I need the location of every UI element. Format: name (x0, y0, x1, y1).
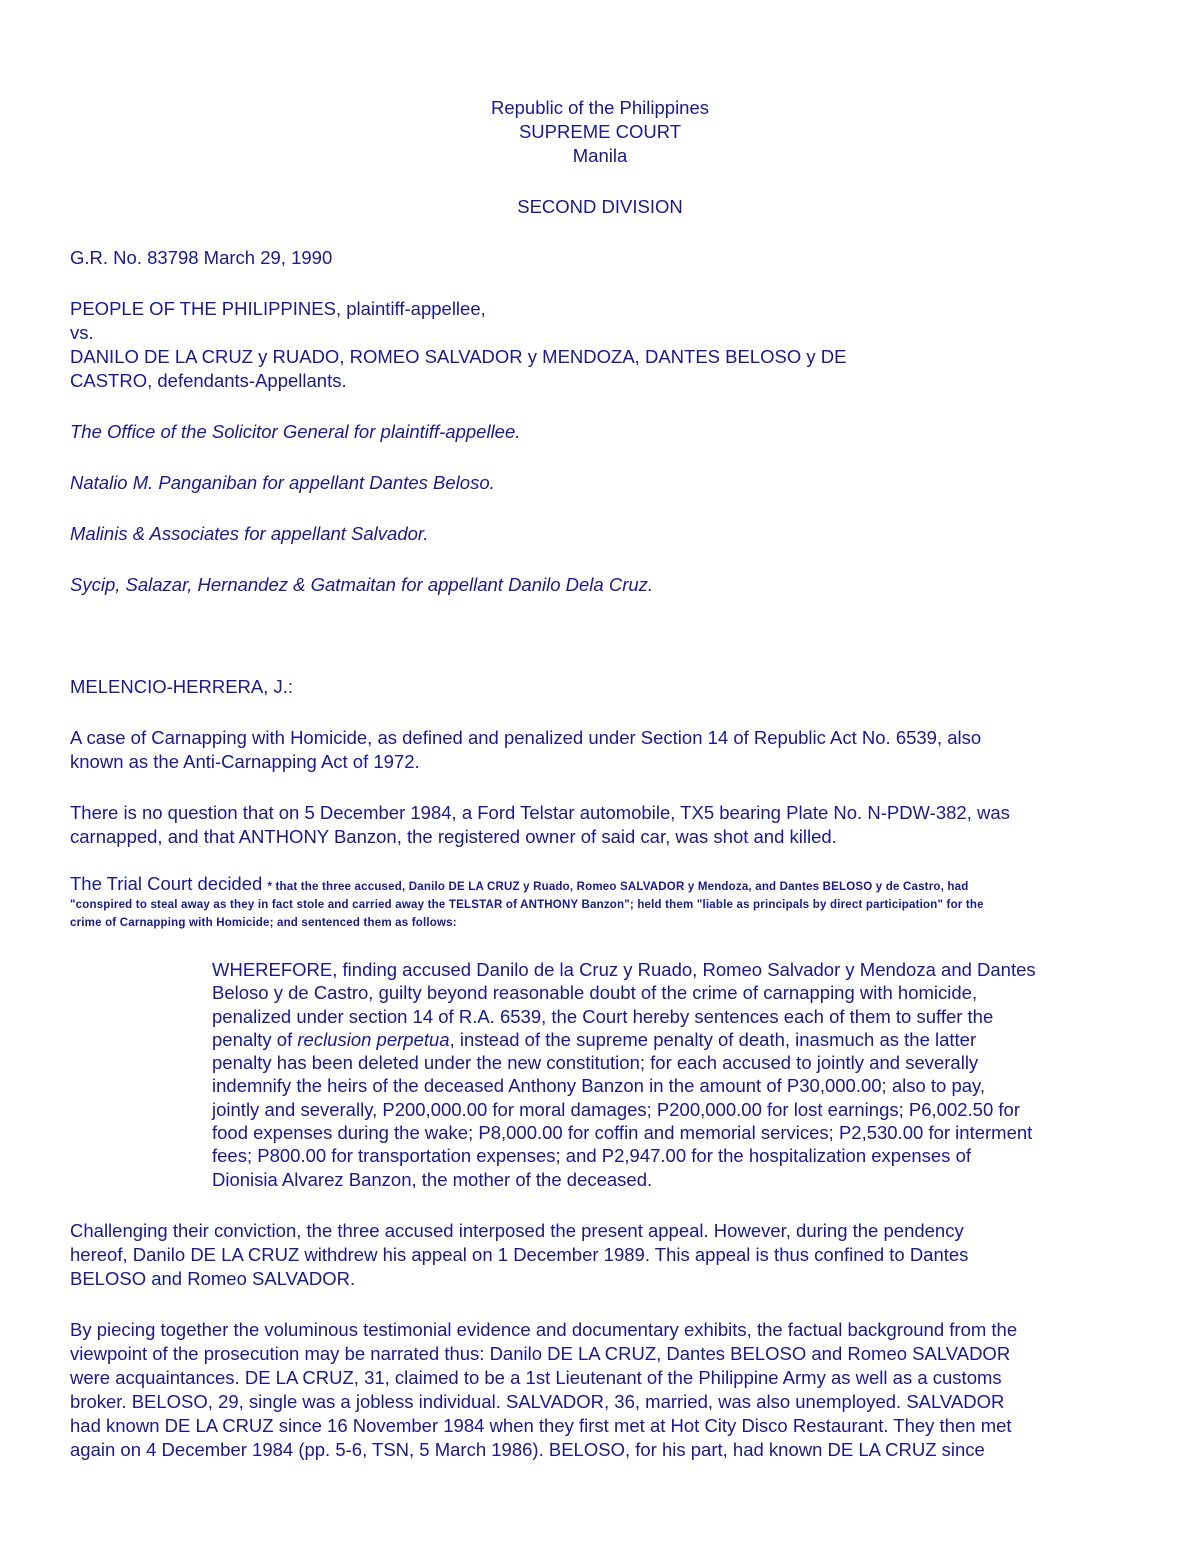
trial-court-lead: The Trial Court decided (70, 873, 263, 894)
paragraph-line: BELOSO and Romeo SALVADOR. (70, 1267, 356, 1289)
quote-line: Dionisia Alvarez Banzon, the mother of the deceased. (212, 1168, 653, 1190)
division-name: SECOND DIVISION (517, 196, 683, 217)
quote-line: food expenses during the wake; P8,000.00 for coffin and memorial services; P2,530.00 for interment (212, 1122, 1033, 1144)
court-header (70, 96, 1130, 219)
paragraph-line: carnapped, and that ANTHONY Banzon, the registered owner of said car, was shot and killed. (70, 826, 837, 847)
counsel-beloso: Natalio M. Panganiban for appellant Dantes Beloso. (70, 472, 495, 493)
quote-text: , instead of the supreme penalty of death, inasmuch as the latter (449, 1028, 977, 1050)
trial-court-summary-3: crime of Carnapping with Homicide; and sentenced them as follows: (70, 917, 457, 929)
case-parties (70, 297, 1130, 393)
counsel-salvador: Malinis & Associates for appellant Salvador. (70, 523, 429, 544)
court-name: SUPREME COURT (518, 121, 682, 142)
paragraph-line: Challenging their conviction, the three accused interposed the present appeal. However, during the pendency (70, 1219, 964, 1241)
quote-line: penalized under section 14 of R.A. 6539, the Court hereby sentences each of them to suffer the (212, 1005, 994, 1027)
case-number: G.R. No. 83798 March 29, 1990 (70, 247, 333, 268)
paragraph-line: were acquaintances. DE LA CRUZ, 31, claimed to be a 1st Lieutenant of the Philippine Army as well as a customs (70, 1366, 1002, 1388)
paragraph-line: had known DE LA CRUZ since 16 November 1984 when they first met at Hot City Disco Restaurant. They then met (70, 1414, 1012, 1436)
paragraph-3 (70, 875, 1130, 932)
counsel-solicitor: The Office of the Solicitor General for plaintiff-appellee. (70, 421, 521, 442)
plaintiff-line: PEOPLE OF THE PHILIPPINES, plaintiff-appellee, (70, 298, 486, 319)
quote-line: fees; P800.00 for transportation expenses; and P2,947.00 for the hospitalization expenses of (212, 1145, 972, 1167)
dispositive-quote (212, 958, 1132, 1191)
quote-line-penalty (212, 1028, 1132, 1051)
defendants-line-2: CASTRO, defendants-Appellants. (70, 370, 347, 391)
paragraph-2 (70, 801, 1130, 849)
quote-line: indemnify the heirs of the deceased Anthony Banzon in the amount of P30,000.00; also to pay, (212, 1075, 986, 1097)
trial-court-summary-1: * that the three accused, Danilo DE LA CRUZ y Ruado, Romeo SALVADOR y Mendoza, and Dantes BELOSO y de Castro, had (267, 881, 969, 893)
quote-text: penalty of (212, 1028, 298, 1050)
quote-line: WHEREFORE, finding accused Danilo de la Cruz y Ruado, Romeo Salvador y Mendoza and Dantes (212, 959, 1036, 980)
paragraph-line: known as the Anti-Carnapping Act of 1972. (70, 751, 420, 772)
trial-court-summary-2: "conspired to steal away as they in fact stole and carried away the TELSTAR of ANTHONY Banzon"; held them "liable as principals by direct participation" for the (70, 899, 984, 911)
paragraph-4 (70, 1219, 1130, 1291)
paragraph-5 (70, 1318, 1130, 1462)
paragraph-line: viewpoint of the prosecution may be narrated thus: Danilo DE LA CRUZ, Dantes BELOSO and Romeo SALVADOR (70, 1342, 1011, 1364)
paragraph-line: A case of Carnapping with Homicide, as defined and penalized under Section 14 of Republic Act No. 6539, also (70, 727, 982, 748)
paragraph-line: There is no question that on 5 December 1984, a Ford Telstar automobile, TX5 bearing Plate No. N-PDW-382, was (70, 802, 1010, 823)
quote-line: jointly and severally, P200,000.00 for moral damages; P200,000.00 for lost earnings; P6,002.50 for (212, 1098, 1020, 1120)
defendants-line-1: DANILO DE LA CRUZ y RUADO, ROMEO SALVADOR y MENDOZA, DANTES BELOSO y DE (70, 346, 847, 367)
paragraph-1 (70, 726, 1130, 774)
court-city: Manila (572, 145, 628, 166)
paragraph-line: again on 4 December 1984 (pp. 5-6, TSN, 5 March 1986). BELOSO, for his part, had known DE LA CRUZ since (70, 1438, 985, 1460)
versus-line: vs. (70, 322, 94, 343)
republic-line: Republic of the Philippines (490, 97, 710, 118)
ponente: MELENCIO-HERRERA, J.: (70, 676, 294, 697)
quote-line: penalty has been deleted under the new constitution; for each accused to jointly and severally (212, 1052, 979, 1074)
paragraph-line: broker. BELOSO, 29, single was a jobless individual. SALVADOR, 36, married, was also unemployed. SALVADOR (70, 1390, 1005, 1412)
counsel-dela-cruz: Sycip, Salazar, Hernandez & Gatmaitan for appellant Danilo Dela Cruz. (70, 574, 654, 595)
document-body (70, 96, 1130, 1462)
quote-line: Beloso y de Castro, guilty beyond reasonable doubt of the crime of carnapping with homicide, (212, 982, 978, 1004)
reclusion-perpetua-term: reclusion perpetua (297, 1028, 450, 1050)
paragraph-line: hereof, Danilo DE LA CRUZ withdrew his appeal on 1 December 1989. This appeal is thus confined to Dantes (70, 1243, 969, 1265)
paragraph-line: By piecing together the voluminous testimonial evidence and documentary exhibits, the factual background from the (70, 1318, 1018, 1340)
